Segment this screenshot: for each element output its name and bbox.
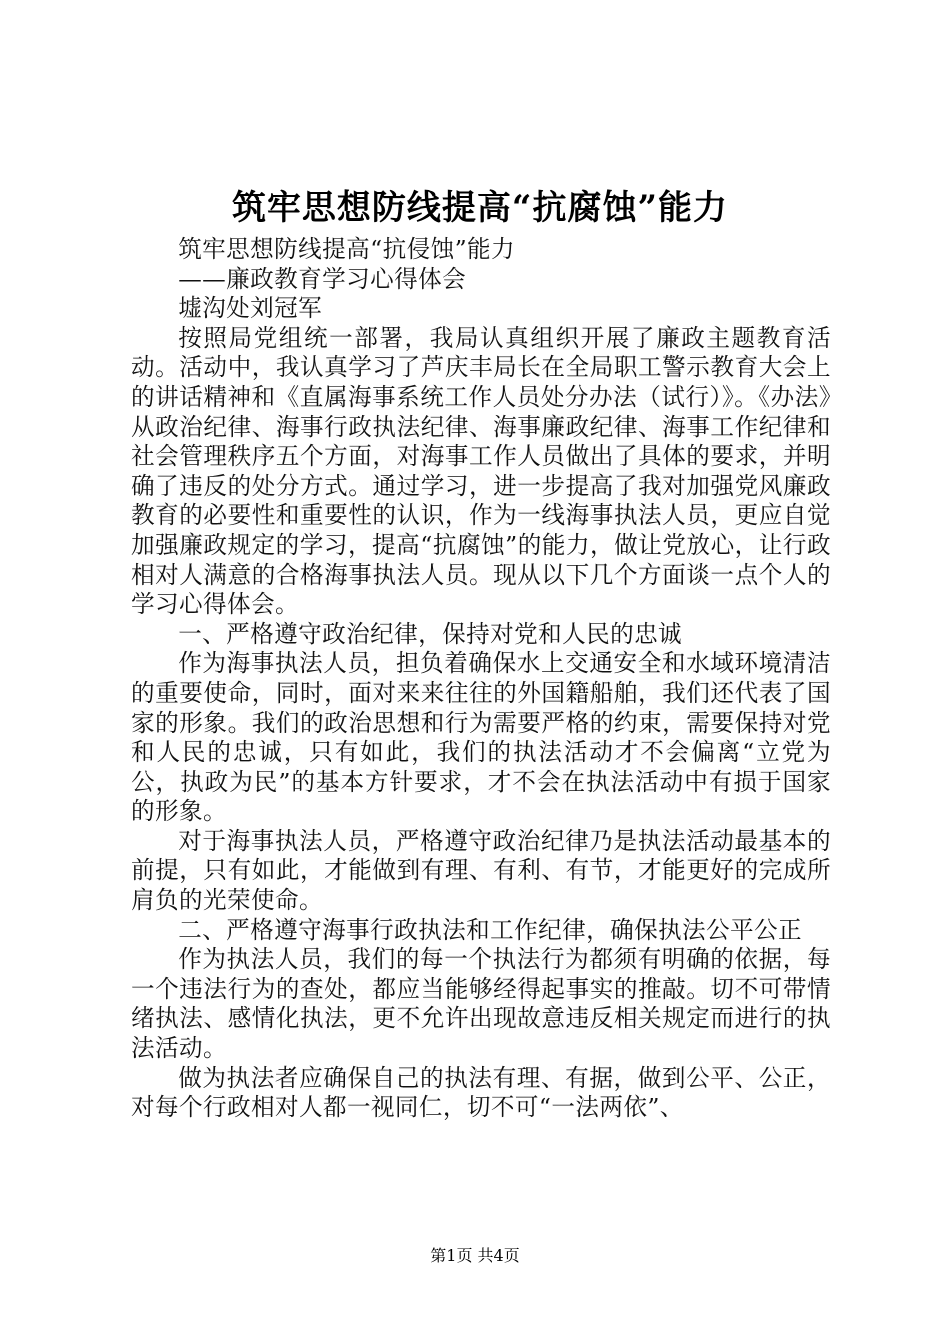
body-paragraph: 按照局党组统一部署，我局认真组织开展了廉政主题教育活动。活动中，我认真学习了芦庆丰局长在全局职工警示教育大会上的讲话精神和《直属海事系统工作人员处分办法（试行）》。《办法》从政治纪律、海事行政执法纪律、海事廉政纪律、海事工作纪律和社会管理秩序五个方面，对海事工作人员做出了具体的要求，并明确了违反的处分方式。通过学习，进一步提高了我对加强党风廉政教育的必要性和重要性的认识，作为一线海事执法人员，更应自觉加强廉政规定的学习，提高“抗腐蚀”的能力，做让党放心，让行政相对人满意的合格海事执法人员。现从以下几个方面谈一点个人的学习心得体会。	[131, 323, 831, 619]
body-paragraph: 做为执法者应确保自己的执法有理、有据，做到公平、公正，对每个行政相对人都一视同仁，切不可“一法两依”、	[131, 1063, 831, 1122]
subtitle-sub-line: ——廉政教育学习心得体会	[178, 264, 467, 293]
subtitle-line: 筑牢思想防线提高“抗侵蚀”能力	[178, 235, 516, 263]
page-number-footer: 第1页 共4页	[430, 1246, 520, 1265]
document-title: 筑牢思想防线提高“抗腐蚀”能力	[231, 188, 729, 228]
body-paragraph: 作为执法人员，我们的每一个执法行为都须有明确的依据，每一个违法行为的查处，都应当能够经得起事实的推敲。切不可带情绪执法、感情化执法，更不允许出现故意违反相关规定而进行的执法活动。	[131, 945, 831, 1063]
body-paragraph: 对于海事执法人员，严格遵守政治纪律乃是执法活动最基本的前提，只有如此，才能做到有理、有利、有节，才能更好的完成所肩负的光荣使命。	[131, 826, 831, 915]
author-line: 墟沟处刘冠军	[178, 294, 323, 323]
section-heading-2: 二、严格遵守海事行政执法和工作纪律，确保执法公平公正	[178, 915, 803, 944]
body-paragraph: 作为海事执法人员，担负着确保水上交通安全和水域环境清洁的重要使命，同时，面对来来往往的外国籍船舶，我们还代表了国家的形象。我们的政治思想和行为需要严格的约束，需要保持对党和人民的忠诚，只有如此，我们的执法活动才不会偏离“立党为公，执政为民”的基本方针要求，才不会在执法活动中有损于国家的形象。	[131, 649, 831, 826]
document-body	[131, 235, 831, 1123]
section-heading-1: 一、严格遵守政治纪律，保持对党和人民的忠诚	[178, 619, 683, 648]
